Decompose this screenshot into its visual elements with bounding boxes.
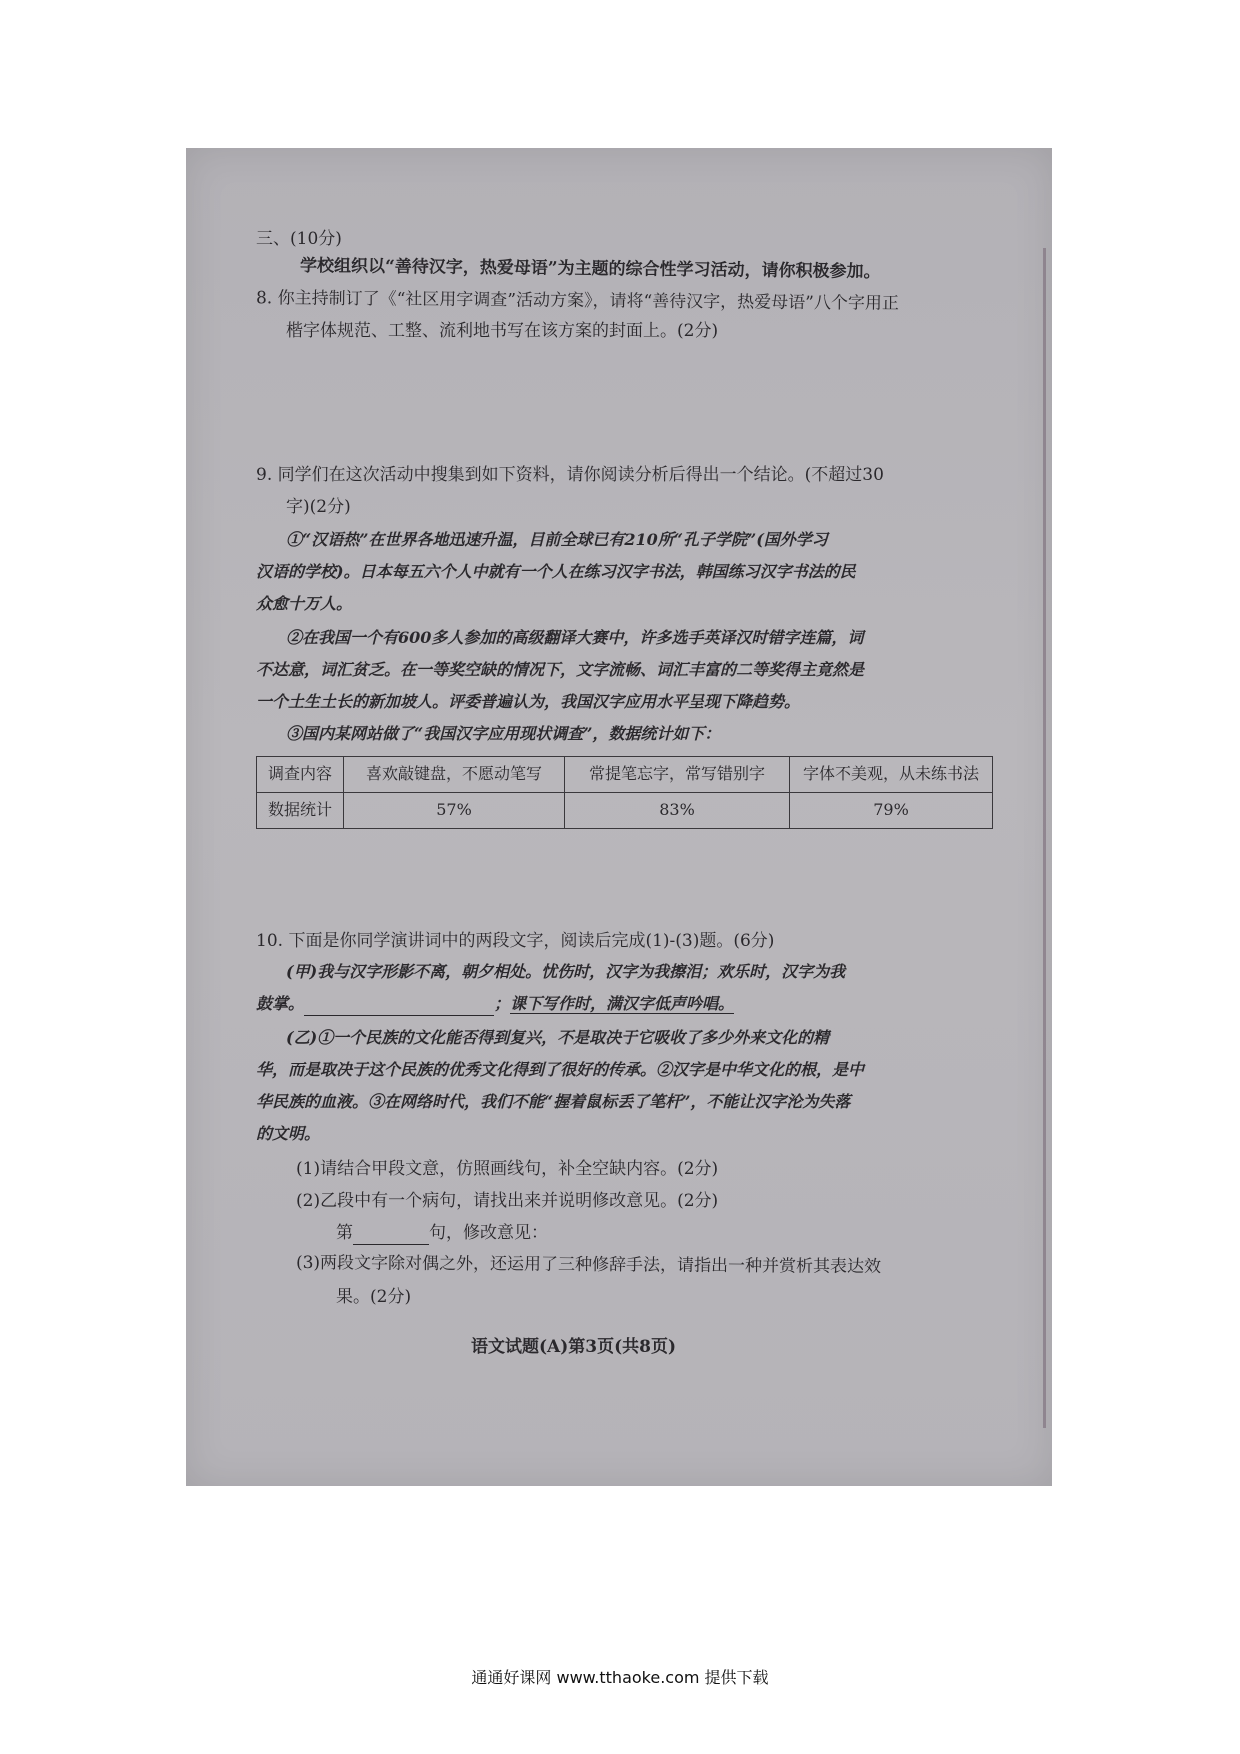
table-cell: 常提笔忘字，常写错别字 [565, 757, 790, 793]
q10-jia-prefix: 鼓掌。 [256, 994, 305, 1013]
q9-material-2-line-3: 一个土生土长的新加坡人。评委普遍认为，我国汉字应用水平呈现下降趋势。 [256, 692, 801, 711]
q10-jia-separator: ； [494, 994, 511, 1013]
q9-line-1: 9. 同学们在这次活动中搜集到如下资料，请你阅读分析后得出一个结论。(不超过30 [256, 465, 884, 485]
q10-jia-line-2 [256, 994, 734, 1016]
q10-sub-3-line-2: 果。(2分) [336, 1287, 412, 1307]
q9-material-1-line-2: 汉语的学校)。日本每五六个人中就有一个人在练习汉字书法，韩国练习汉字书法的民 [256, 562, 856, 581]
paper-edge [1043, 248, 1046, 1428]
q9-line-2: 字)(2分) [286, 497, 351, 517]
answer-blank[interactable] [304, 994, 494, 1016]
section-intro: 学校组织以“善待汉字，热爱母语”为主题的综合性学习活动，请你积极参加。 [299, 255, 881, 283]
q9-material-3-line-1: ③国内某网站做了“我国汉字应用现状调查”，数据统计如下： [286, 724, 721, 743]
scanned-exam-page-photo [186, 148, 1052, 1486]
q10-underlined-sentence: 课下写作时，满汉字低声吟唱。 [510, 994, 735, 1013]
page-footer: 语文试题(A)第3页(共8页) [471, 1337, 677, 1357]
survey-table [256, 756, 993, 829]
q8-line-1: 8. 你主持制订了《“社区用字调查”活动方案》，请将“善待汉字，热爱母语”八个字用正 [255, 288, 899, 314]
q10-sub-2-answer [336, 1222, 548, 1245]
table-cell: 83% [565, 792, 790, 828]
table-cell: 喜欢敲键盘，不愿动笔写 [344, 757, 565, 793]
table-row [257, 792, 993, 828]
q8-line-2: 楷字体规范、工整、流利地书写在该方案的封面上。(2分) [286, 321, 719, 341]
table-cell: 79% [790, 792, 993, 828]
table-cell: 数据统计 [257, 792, 344, 828]
q10-yi-line-2: 华，而是取决于这个民族的优秀文化得到了很好的传承。②汉字是中华文化的根，是中 [256, 1060, 865, 1079]
section-heading: 三、(10分) [256, 229, 342, 249]
table-header-row [257, 757, 993, 793]
q10-sub-2: (2)乙段中有一个病句，请找出来并说明修改意见。(2分) [296, 1191, 719, 1211]
q10-yi-line-4: 的文明。 [256, 1124, 321, 1143]
sentence-number-blank[interactable] [353, 1222, 429, 1245]
q10-yi-line-3: 华民族的血液。③在网络时代，我们不能“握着鼠标丢了笔杆”，不能让汉字沦为失落 [256, 1092, 851, 1111]
q9-material-2-line-1: ②在我国一个有600多人参加的高级翻译大赛中，许多选手英译汉时错字连篇，词 [286, 628, 864, 647]
q9-material-1-line-1: ①“汉语热”在世界各地迅速升温，目前全球已有210所“孔子学院”(国外学习 [286, 530, 828, 549]
table-cell: 字体不美观，从未练书法 [790, 757, 993, 793]
table-cell: 调查内容 [257, 757, 344, 793]
q10-sub-3-line-1: (3)两段文字除对偶之外，还运用了三种修辞手法，请指出一种并赏析其表达效 [295, 1252, 882, 1278]
q10-yi-line-1: (乙)①一个民族的文化能否得到复兴，不是取决于它吸收了多少外来文化的精 [286, 1028, 830, 1047]
q10-sub-1: (1)请结合甲段文意，仿照画线句，补全空缺内容。(2分) [296, 1159, 719, 1179]
table-cell: 57% [344, 792, 565, 828]
sub2-answer-suffix: 句，修改意见： [429, 1223, 548, 1243]
q9-material-1-line-3: 众愈十万人。 [256, 594, 353, 613]
site-footer: 通通好课网 www.tthaoke.com 提供下载 [471, 1668, 769, 1687]
q10-line-1: 10. 下面是你同学演讲词中的两段文字，阅读后完成(1)-(3)题。(6分) [256, 931, 775, 951]
sub2-answer-prefix: 第 [336, 1223, 353, 1243]
q10-jia-line-1: (甲)我与汉字形影不离，朝夕相处。忧伤时，汉字为我擦泪；欢乐时，汉字为我 [286, 962, 846, 981]
q9-material-2-line-2: 不达意，词汇贫乏。在一等奖空缺的情况下，文字流畅、词汇丰富的二等奖得主竟然是 [256, 660, 865, 679]
